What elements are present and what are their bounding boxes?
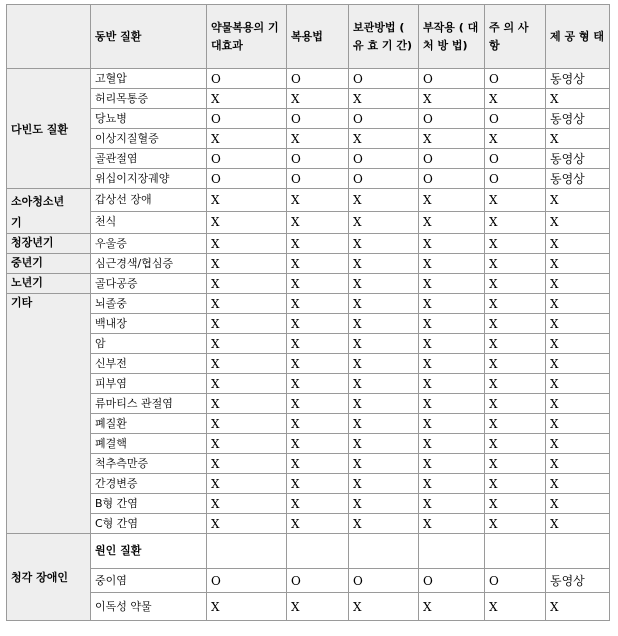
value-cell: X [287, 189, 349, 212]
value-cell: X [546, 494, 610, 514]
group-label [7, 189, 91, 234]
value-cell: X [419, 334, 485, 354]
disease-name: 골관절염 [91, 149, 207, 169]
value-cell: 동영상 [546, 69, 610, 89]
value-cell: X [287, 454, 349, 474]
value-cell: X [207, 434, 287, 454]
value-cell: X [485, 189, 546, 212]
value-cell: X [419, 514, 485, 534]
group-label: 노년기 [7, 274, 91, 294]
value-cell: O [485, 109, 546, 129]
value-cell: O [287, 69, 349, 89]
value-cell: X [485, 89, 546, 109]
value-cell: 동영상 [546, 569, 610, 593]
empty-cell [419, 534, 485, 569]
value-cell: X [485, 394, 546, 414]
table-row [7, 189, 610, 212]
value-cell: X [287, 234, 349, 254]
value-cell: X [546, 474, 610, 494]
table-row [7, 569, 610, 593]
table-row [7, 129, 610, 149]
value-cell: X [349, 474, 419, 494]
value-cell: X [349, 593, 419, 621]
table-row [7, 354, 610, 374]
disease-name: 척추측만증 [91, 454, 207, 474]
table-row [7, 211, 610, 234]
value-cell: O [287, 569, 349, 593]
value-cell: X [485, 494, 546, 514]
table-row [7, 494, 610, 514]
disease-name: 이독성 약물 [91, 593, 207, 621]
value-cell: X [287, 434, 349, 454]
group-label: 청장년기 [7, 234, 91, 254]
value-cell: X [287, 394, 349, 414]
value-cell: X [287, 593, 349, 621]
value-cell: X [287, 414, 349, 434]
value-cell: X [419, 454, 485, 474]
table-row [7, 69, 610, 89]
value-cell: X [207, 89, 287, 109]
value-cell: X [419, 211, 485, 234]
value-cell: X [546, 254, 610, 274]
value-cell: X [207, 514, 287, 534]
disease-name: 이상지질혈증 [91, 129, 207, 149]
value-cell: X [419, 414, 485, 434]
table-row [7, 434, 610, 454]
value-cell: X [349, 514, 419, 534]
value-cell: X [207, 129, 287, 149]
disease-name: 암 [91, 334, 207, 354]
header-precautions: 주 의 사 항 [485, 5, 546, 69]
disease-name: 폐질환 [91, 414, 207, 434]
disease-name: 당뇨병 [91, 109, 207, 129]
header-effect: 약물복용의 기대효과 [207, 5, 287, 69]
value-cell: O [207, 169, 287, 189]
value-cell: X [485, 434, 546, 454]
disease-name: 고혈압 [91, 69, 207, 89]
value-cell: X [349, 334, 419, 354]
value-cell: O [287, 149, 349, 169]
value-cell: X [485, 474, 546, 494]
value-cell: X [349, 274, 419, 294]
group-label-line: 소아청소년 [11, 195, 65, 208]
value-cell: X [349, 394, 419, 414]
value-cell: X [485, 314, 546, 334]
value-cell: X [485, 234, 546, 254]
value-cell: X [419, 274, 485, 294]
value-cell: X [485, 254, 546, 274]
table-row [7, 169, 610, 189]
value-cell: X [419, 593, 485, 621]
value-cell: X [485, 374, 546, 394]
value-cell: X [349, 129, 419, 149]
value-cell: X [207, 374, 287, 394]
value-cell: O [349, 169, 419, 189]
empty-cell [349, 534, 419, 569]
value-cell: X [546, 514, 610, 534]
value-cell: X [546, 211, 610, 234]
header-format: 제 공 형 태 [546, 5, 610, 69]
empty-cell [287, 534, 349, 569]
value-cell: X [207, 454, 287, 474]
table-row [7, 149, 610, 169]
value-cell: O [207, 149, 287, 169]
value-cell: X [546, 414, 610, 434]
value-cell: X [349, 294, 419, 314]
value-cell: X [349, 234, 419, 254]
table-row [7, 454, 610, 474]
value-cell: O [419, 569, 485, 593]
value-cell: X [546, 274, 610, 294]
value-cell: X [349, 414, 419, 434]
value-cell: X [419, 129, 485, 149]
value-cell: X [207, 211, 287, 234]
value-cell: X [485, 334, 546, 354]
value-cell: X [546, 314, 610, 334]
value-cell: X [485, 211, 546, 234]
value-cell: X [207, 294, 287, 314]
table-row [7, 274, 610, 294]
disease-name: 허리목통증 [91, 89, 207, 109]
value-cell: O [207, 109, 287, 129]
table-row [7, 514, 610, 534]
value-cell: X [287, 374, 349, 394]
value-cell: X [349, 254, 419, 274]
disease-table [6, 4, 610, 621]
group-label: 다빈도 질환 [7, 69, 91, 189]
value-cell: X [207, 254, 287, 274]
empty-cell [207, 534, 287, 569]
value-cell: X [207, 314, 287, 334]
value-cell: X [349, 189, 419, 212]
value-cell: X [349, 374, 419, 394]
value-cell: X [287, 254, 349, 274]
value-cell: X [419, 394, 485, 414]
value-cell: X [287, 494, 349, 514]
group-label-hearing: 청각 장애인 [7, 534, 91, 621]
disease-name: 백내장 [91, 314, 207, 334]
value-cell: X [349, 211, 419, 234]
value-cell: X [546, 189, 610, 212]
disease-name: 갑상선 장애 [91, 189, 207, 212]
table-row [7, 314, 610, 334]
value-cell: O [287, 169, 349, 189]
value-cell: X [485, 514, 546, 534]
value-cell: O [349, 109, 419, 129]
value-cell: X [287, 334, 349, 354]
value-cell: X [546, 334, 610, 354]
value-cell: O [207, 69, 287, 89]
cause-header-row [7, 534, 610, 569]
disease-name: 뇌졸중 [91, 294, 207, 314]
disease-name: 골다공증 [91, 274, 207, 294]
value-cell: X [349, 454, 419, 474]
header-side-effects: 부작용 ( 대 처 방 법) [419, 5, 485, 69]
disease-name: 중이염 [91, 569, 207, 593]
value-cell: X [287, 314, 349, 334]
value-cell: X [207, 474, 287, 494]
value-cell: O [207, 569, 287, 593]
value-cell: X [546, 394, 610, 414]
value-cell: O [485, 569, 546, 593]
value-cell: X [419, 314, 485, 334]
value-cell: X [419, 189, 485, 212]
value-cell: X [546, 294, 610, 314]
value-cell: O [419, 109, 485, 129]
corner-cell [7, 5, 91, 69]
table-row [7, 294, 610, 314]
value-cell: X [419, 354, 485, 374]
value-cell: X [207, 593, 287, 621]
value-cell: O [349, 569, 419, 593]
value-cell: X [287, 354, 349, 374]
value-cell: X [485, 593, 546, 621]
value-cell: X [349, 354, 419, 374]
value-cell: X [546, 374, 610, 394]
value-cell: X [546, 129, 610, 149]
table-row [7, 334, 610, 354]
value-cell: O [419, 169, 485, 189]
value-cell: X [287, 514, 349, 534]
header-storage: 보관방법 ( 유 효 기 간) [349, 5, 419, 69]
disease-name: 심근경색/협심증 [91, 254, 207, 274]
table-row [7, 414, 610, 434]
value-cell: X [349, 314, 419, 334]
value-cell: X [207, 234, 287, 254]
value-cell: X [546, 234, 610, 254]
disease-name: 신부전 [91, 354, 207, 374]
value-cell: O [287, 109, 349, 129]
value-cell: X [485, 294, 546, 314]
value-cell: X [287, 129, 349, 149]
header-disease: 동반 질환 [91, 5, 207, 69]
table-row [7, 234, 610, 254]
value-cell: X [207, 334, 287, 354]
value-cell: O [419, 149, 485, 169]
disease-name: 류마티스 관절염 [91, 394, 207, 414]
value-cell: X [546, 454, 610, 474]
value-cell: 동영상 [546, 149, 610, 169]
value-cell: O [485, 169, 546, 189]
value-cell: X [419, 254, 485, 274]
value-cell: O [349, 149, 419, 169]
value-cell: X [419, 474, 485, 494]
value-cell: X [207, 494, 287, 514]
value-cell: O [419, 69, 485, 89]
table-row [7, 474, 610, 494]
value-cell: X [287, 274, 349, 294]
value-cell: X [546, 434, 610, 454]
group-label-line: 기 [11, 216, 22, 229]
value-cell: X [349, 89, 419, 109]
empty-cell [546, 534, 610, 569]
value-cell: X [419, 234, 485, 254]
table-body [7, 69, 610, 621]
value-cell: X [419, 89, 485, 109]
value-cell: X [485, 354, 546, 374]
value-cell: X [287, 211, 349, 234]
value-cell: X [287, 474, 349, 494]
value-cell: X [485, 274, 546, 294]
value-cell: X [207, 189, 287, 212]
header-dosage: 복용법 [287, 5, 349, 69]
disease-name: 피부염 [91, 374, 207, 394]
table-row [7, 254, 610, 274]
table-row [7, 593, 610, 621]
value-cell: 동영상 [546, 109, 610, 129]
value-cell: O [349, 69, 419, 89]
value-cell: X [419, 374, 485, 394]
value-cell: X [546, 89, 610, 109]
value-cell: X [485, 129, 546, 149]
value-cell: X [419, 494, 485, 514]
disease-name: B형 간염 [91, 494, 207, 514]
disease-name: 간경변증 [91, 474, 207, 494]
disease-name: 위십이지장궤양 [91, 169, 207, 189]
value-cell: X [546, 593, 610, 621]
value-cell: O [485, 69, 546, 89]
table-row [7, 374, 610, 394]
empty-cell [485, 534, 546, 569]
value-cell: 동영상 [546, 169, 610, 189]
disease-name: C형 간염 [91, 514, 207, 534]
header-row [7, 5, 610, 69]
value-cell: X [287, 294, 349, 314]
value-cell: X [207, 394, 287, 414]
disease-name: 우울증 [91, 234, 207, 254]
value-cell: X [419, 294, 485, 314]
value-cell: X [485, 414, 546, 434]
value-cell: X [485, 454, 546, 474]
cause-header: 원인 질환 [91, 534, 207, 569]
table-row [7, 89, 610, 109]
table-row [7, 394, 610, 414]
value-cell: X [207, 414, 287, 434]
value-cell: X [419, 434, 485, 454]
group-label: 중년기 [7, 254, 91, 274]
value-cell: X [546, 354, 610, 374]
disease-name: 천식 [91, 211, 207, 234]
value-cell: O [485, 149, 546, 169]
value-cell: X [287, 89, 349, 109]
value-cell: X [349, 434, 419, 454]
value-cell: X [207, 354, 287, 374]
value-cell: X [349, 494, 419, 514]
group-label: 기타 [7, 294, 91, 534]
value-cell: X [207, 274, 287, 294]
table-row [7, 109, 610, 129]
disease-name: 폐결핵 [91, 434, 207, 454]
